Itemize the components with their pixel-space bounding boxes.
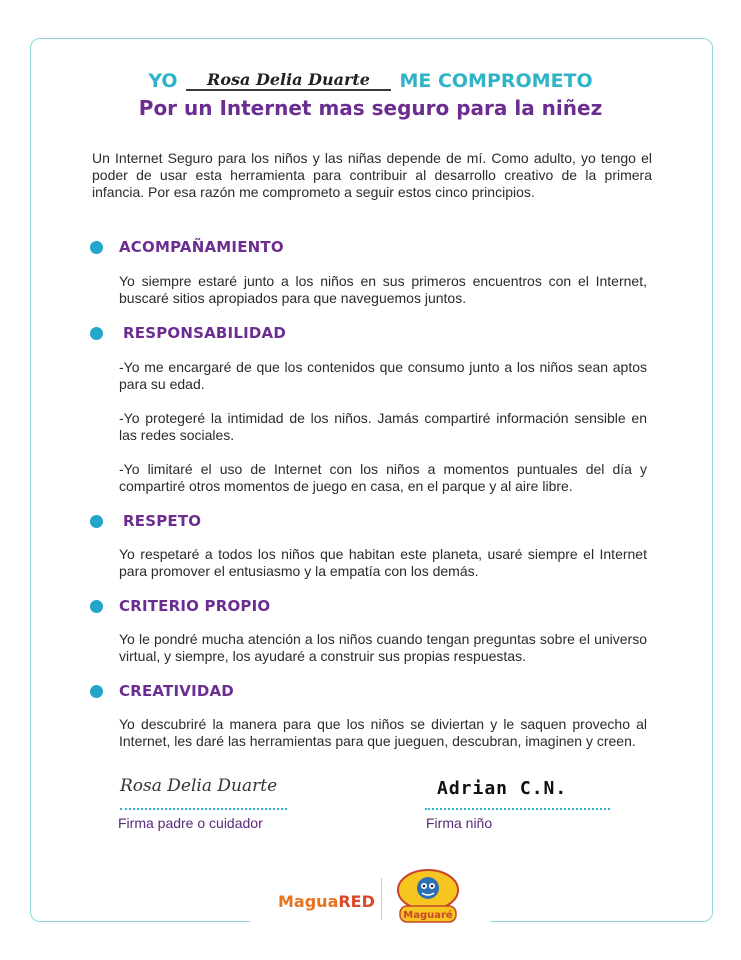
pledger-name: Rosa Delia Duarte bbox=[186, 70, 391, 91]
section-respeto bbox=[90, 511, 660, 580]
child-signature-line bbox=[425, 808, 610, 810]
maguared-logo-part1: Magua bbox=[278, 892, 339, 911]
bullet-dot bbox=[90, 327, 103, 340]
maguare-logo-text: Maguaré bbox=[403, 910, 453, 921]
section-paragraph: Yo le pondré mucha atención a los niños cuando tengan preguntas sobre el universo virtual, y siempre, los ayudaré a construir sus propias respuestas. bbox=[119, 631, 647, 664]
maguare-logo-icon bbox=[392, 868, 464, 926]
bullet-dot bbox=[90, 600, 103, 613]
child-signature: Adrian C.N. bbox=[437, 778, 568, 799]
section-paragraph: Yo respetaré a todos los niños que habitan este planeta, usaré siempre el Internet para promover el entusiasmo y la empatía con los demás. bbox=[119, 546, 647, 579]
child-signature-label: Firma niño bbox=[426, 815, 493, 831]
section-paragraph: Yo siempre estaré junto a los niños en sus primeros encuentros con el Internet, buscaré sitios apropiados para que naveguemos juntos. bbox=[119, 273, 647, 306]
section-title: CREATIVIDAD bbox=[119, 682, 234, 700]
section-title: ACOMPAÑAMIENTO bbox=[119, 238, 284, 256]
section-responsabilidad bbox=[90, 323, 660, 495]
section-paragraph: -Yo me encargaré de que los contenidos que consumo junto a los niños sean aptos para su edad. bbox=[119, 359, 647, 392]
section-creatividad bbox=[90, 681, 660, 750]
section-paragraph: -Yo limitaré el uso de Internet con los niños a momentos puntuales del día y compartiré otros momentos de juego en casa, en el parque y al aire libre. bbox=[119, 461, 647, 494]
bullet-dot bbox=[90, 515, 103, 528]
section-criterio-propio bbox=[90, 596, 660, 665]
intro-paragraph: Un Internet Seguro para los niños y las niñas depende de mí. Como adulto, yo tengo el poder de usar esta herramienta para contribuir al desarrollo creativo de la primera infancia. Por esa razón me comprometo a seguir estos cinco principios. bbox=[92, 150, 652, 200]
parent-signature-label: Firma padre o cuidador bbox=[118, 815, 263, 831]
pledge-header bbox=[0, 70, 741, 98]
maguared-logo-part2: RED bbox=[338, 892, 375, 911]
bullet-dot bbox=[90, 685, 103, 698]
parent-signature-line bbox=[120, 808, 287, 810]
page-subtitle: Por un Internet mas seguro para la niñez bbox=[138, 96, 603, 120]
section-paragraph: -Yo protegeré la intimidad de los niños. Jamás compartiré información sensible en las redes sociales. bbox=[119, 410, 647, 443]
bullet-dot bbox=[90, 241, 103, 254]
yo-label: YO bbox=[148, 70, 178, 92]
maguared-logo bbox=[278, 892, 375, 911]
parent-signature: Rosa Delia Duarte bbox=[120, 776, 278, 796]
section-acompanamiento bbox=[90, 237, 660, 307]
logo-divider bbox=[381, 878, 382, 920]
section-title: RESPONSABILIDAD bbox=[123, 324, 286, 342]
section-title: RESPETO bbox=[123, 512, 202, 530]
me-comprometo-label: ME COMPROMETO bbox=[399, 70, 593, 92]
section-paragraph: Yo descubriré la manera para que los niños se diviertan y le saquen provecho al Internet, les daré las herramientas para que jueguen, descubran, imaginen y creen. bbox=[119, 716, 647, 749]
section-title: CRITERIO PROPIO bbox=[119, 597, 271, 615]
